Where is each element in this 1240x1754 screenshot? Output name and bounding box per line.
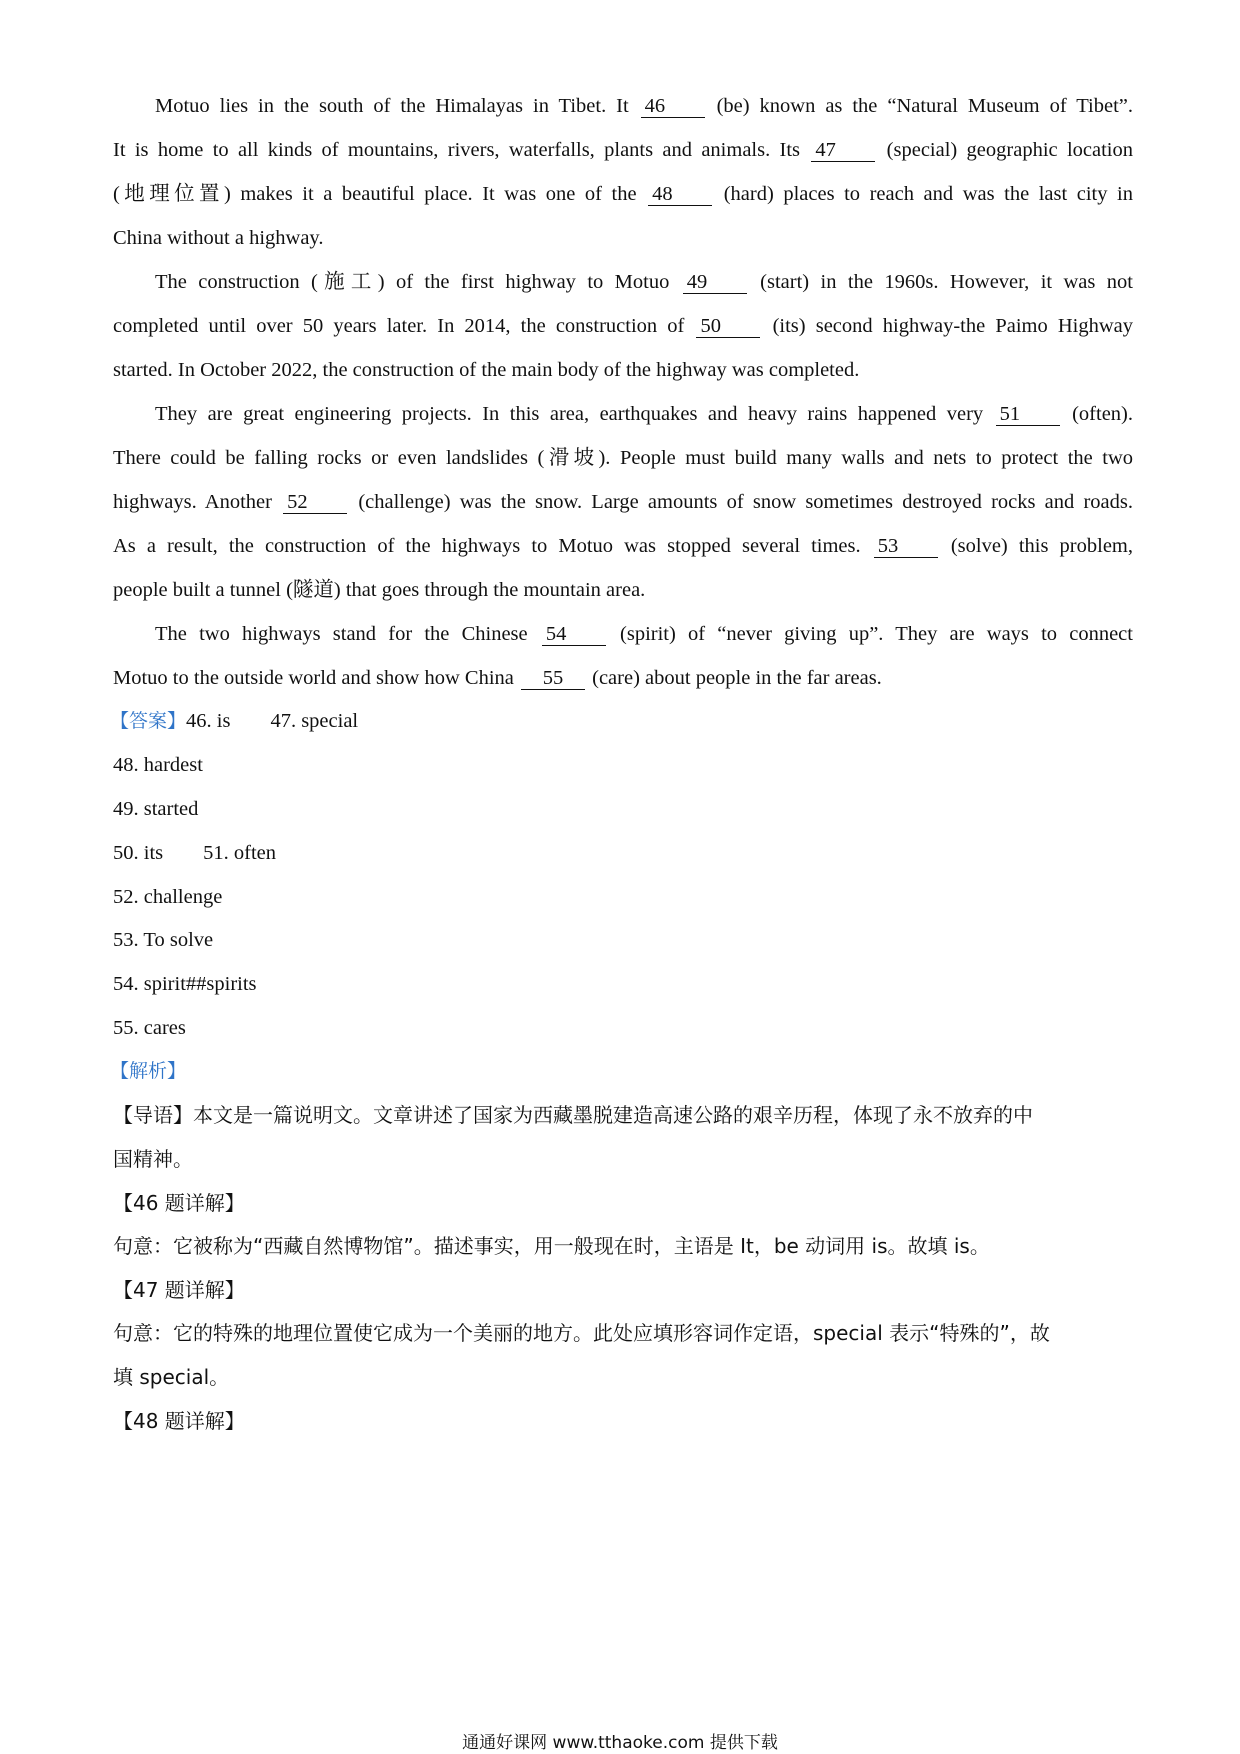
blank-51: 51 (996, 403, 1060, 426)
passage-line (155, 400, 1133, 428)
text: (often). (1061, 403, 1133, 425)
passage-line (113, 532, 1133, 560)
passage-line (113, 180, 1133, 208)
text: The two highways stand for the Chinese (155, 623, 540, 645)
blank-49: 49 (683, 271, 747, 294)
blank-55: 55 (521, 667, 585, 690)
blank-52: 52 (283, 491, 347, 514)
answer-51: 51. often (203, 842, 276, 864)
text: (challenge) was the snow. Large amounts of snow sometimes destroyed rocks and roads. (349, 491, 1134, 513)
blank-53: 53 (874, 535, 938, 558)
answer-54: 54. spirit##spirits (113, 973, 257, 995)
text: They are great engineering projects. In this area, earthquakes and heavy rains happened very (155, 403, 994, 425)
answer-label: 【答案】 (110, 710, 187, 732)
blank-54: 54 (542, 623, 606, 646)
analysis-label (110, 1057, 186, 1085)
text: (care) about people in the far areas. (587, 667, 882, 689)
passage-line (155, 268, 1133, 296)
answers-first-line (110, 707, 358, 735)
passage-line: There could be falling rocks or even landslides (滑坡). People must build many walls and nets to protect the two (113, 447, 1133, 469)
intro-line: 国精神。 (113, 1147, 193, 1171)
q47-text: 句意：它的特殊的地理位置使它成为一个美丽的地方。此处应填形容词作定语，special 表示“特殊的”，故 (113, 1321, 1050, 1345)
passage-line: China without a highway. (113, 227, 324, 249)
text: (be) known as the “Natural Museum of Tibet”. (706, 95, 1134, 117)
answer-46: 46. is (186, 710, 231, 732)
text: (solve) this problem, (939, 535, 1133, 557)
text: (start) in the 1960s. However, it was not (748, 271, 1133, 293)
text: (spirit) of “never giving up”. They are ways to connect (607, 623, 1133, 645)
answers-line (113, 839, 276, 867)
text: (its) second highway-the Paimo Highway (762, 315, 1133, 337)
text: Motuo lies in the south of the Himalayas in Tibet. It (155, 95, 639, 117)
answer-53: 53. To solve (113, 929, 214, 951)
passage-line (113, 136, 1133, 164)
passage-line (155, 620, 1133, 648)
blank-50: 50 (696, 315, 760, 338)
q47-text: 填 special。 (113, 1365, 230, 1389)
text: (hard) places to reach and was the last city in (714, 183, 1133, 205)
passage-line (113, 664, 1133, 692)
answer-50: 50. its (113, 842, 164, 864)
intro-line: 【导语】本文是一篇说明文。文章讲述了国家为西藏墨脱建造高速公路的艰辛历程，体现了永不放弃的中 (113, 1103, 1033, 1127)
answer-55: 55. cares (113, 1017, 186, 1039)
analysis-label-text: 【解析】 (110, 1060, 187, 1082)
answer-49: 49. started (113, 798, 199, 820)
blank-46: 46 (641, 95, 705, 118)
blank-48: 48 (648, 183, 712, 206)
answer-47: 47. special (270, 710, 359, 732)
text: Motuo to the outside world and show how China (113, 667, 519, 689)
passage-line: people built a tunnel (隧道) that goes through the mountain area. (113, 579, 646, 601)
page-footer: 通通好课网 www.tthaoke.com 提供下载 (462, 1733, 778, 1753)
q46-text: 句意：它被称为“西藏自然博物馆”。描述事实，用一般现在时，主语是 It，be 动词用 is。故填 is。 (113, 1234, 990, 1258)
q46-title: 【46 题详解】 (113, 1191, 245, 1215)
passage-line: started. In October 2022, the construction of the main body of the highway was completed. (113, 359, 860, 381)
answer-48: 48. hardest (113, 754, 203, 776)
text: highways. Another (113, 491, 282, 513)
text: (special) geographic location (877, 139, 1133, 161)
text: As a result, the construction of the highways to Motuo was stopped several times. (113, 535, 872, 557)
text: The construction (施工) of the first highway to Motuo (155, 271, 681, 293)
text: (地理位置) makes it a beautiful place. It was one of the (113, 183, 647, 205)
text: completed until over 50 years later. In 2014, the construction of (113, 315, 695, 337)
passage-line (113, 312, 1133, 340)
blank-47: 47 (811, 139, 875, 162)
q47-title: 【47 题详解】 (113, 1278, 245, 1302)
passage-line (155, 92, 1133, 120)
answer-52: 52. challenge (113, 886, 223, 908)
passage-line (113, 488, 1133, 516)
q48-title: 【48 题详解】 (113, 1409, 245, 1433)
text: It is home to all kinds of mountains, rivers, waterfalls, plants and animals. Its (113, 139, 810, 161)
